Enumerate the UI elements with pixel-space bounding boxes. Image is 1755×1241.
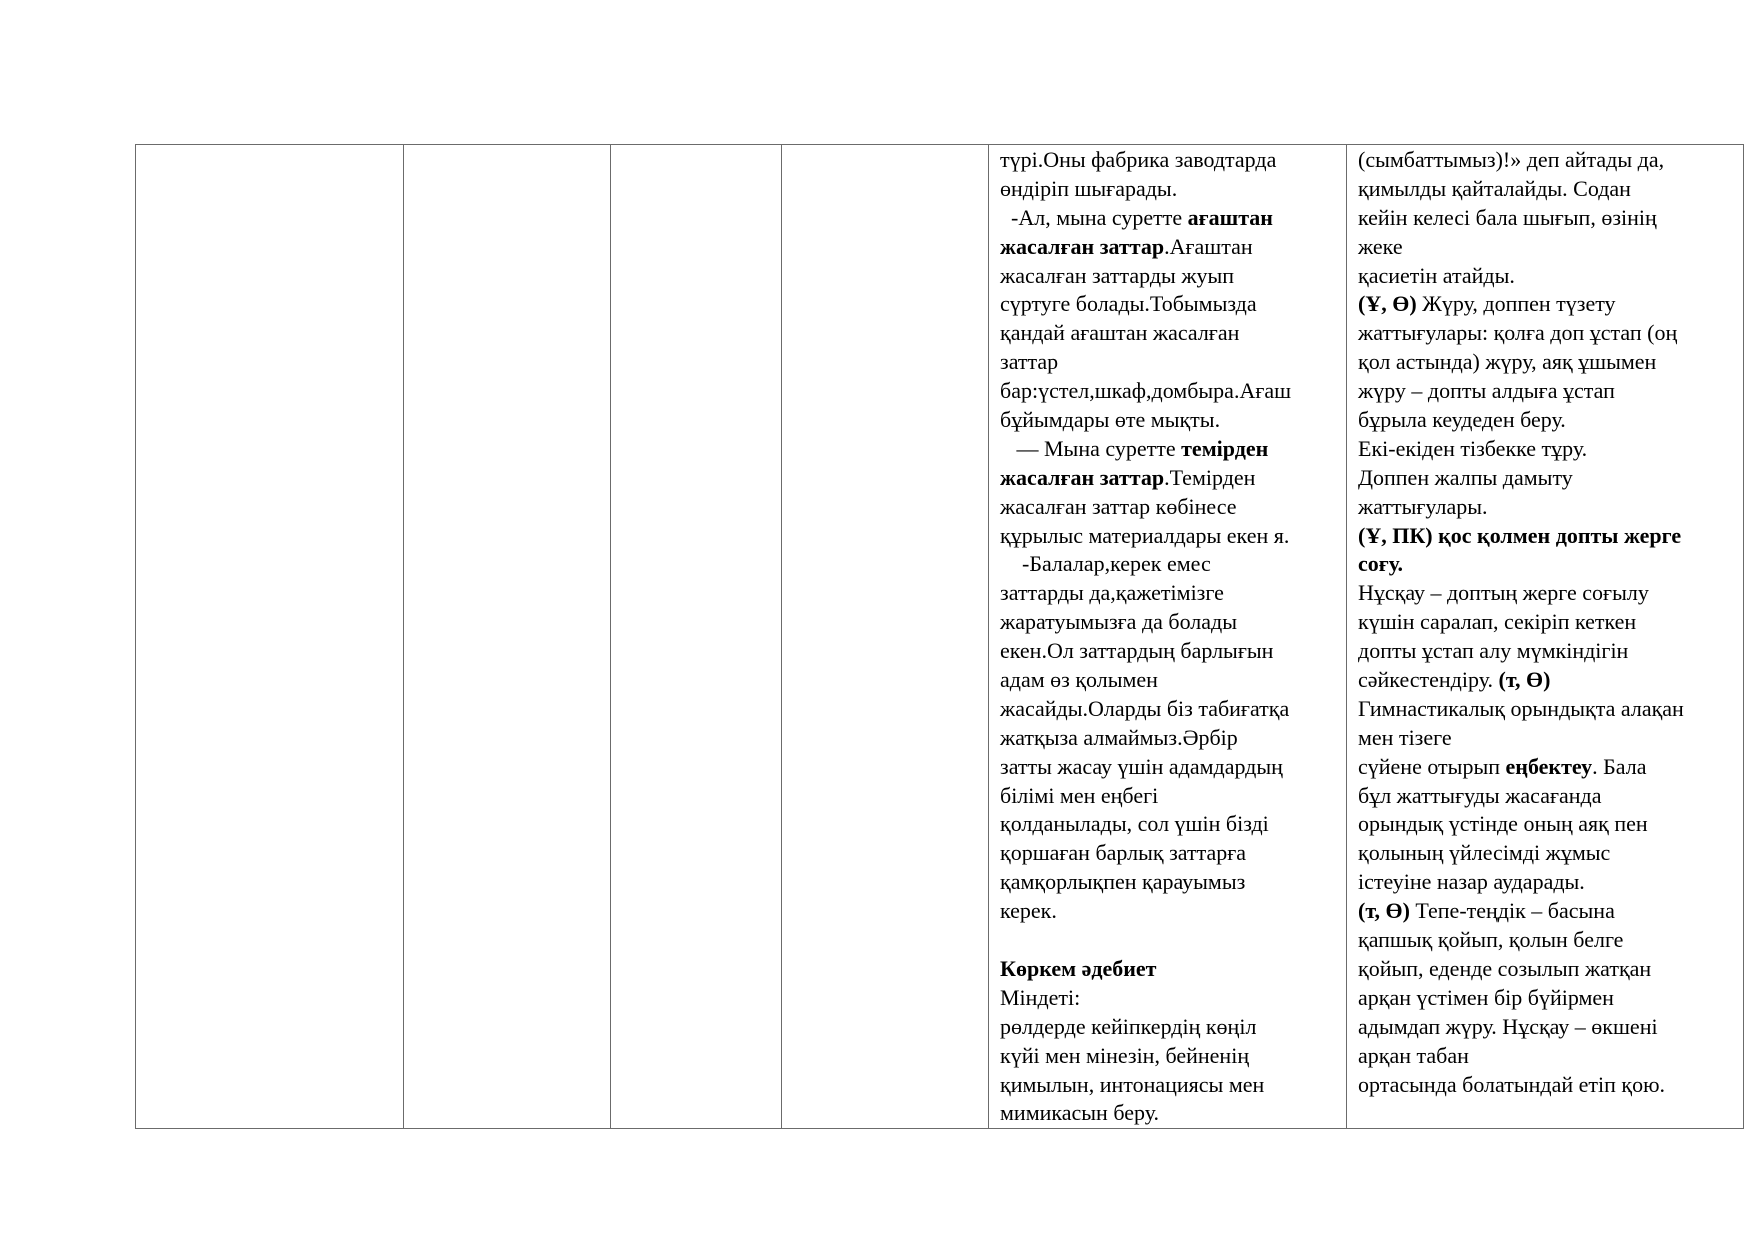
text-run: екен.Ол заттардың барлығын bbox=[1000, 638, 1274, 664]
cell-5-text bbox=[989, 145, 1346, 1128]
text-line bbox=[1358, 146, 1743, 175]
text-line bbox=[1358, 493, 1743, 522]
text-line bbox=[1000, 1071, 1346, 1100]
text-run: қамқорлықпен қарауымыз bbox=[1000, 869, 1246, 895]
text-line bbox=[1000, 753, 1346, 782]
text-line bbox=[1000, 290, 1346, 319]
text-run: бұл жаттығуды жасағанда bbox=[1358, 782, 1602, 808]
text-line bbox=[1000, 695, 1346, 724]
text-run: жаратуымызға да болады bbox=[1000, 609, 1238, 635]
text-run: допты ұстап алу мүмкіндігін bbox=[1358, 638, 1629, 664]
text-run: Тепе-теңдік – басына bbox=[1409, 898, 1615, 924]
text-run: жасалған заттар көбінесе bbox=[1000, 493, 1237, 519]
text-run: кейін келесі бала шығып, өзінің bbox=[1358, 204, 1657, 230]
text-line bbox=[1358, 262, 1743, 291]
text-run: орындық үстінде оның аяқ пен bbox=[1358, 811, 1648, 837]
bold-text-run: (Ұ, ПК) қос қолмен допты жерге bbox=[1358, 522, 1682, 548]
text-run: құрылыс материалдары екен я. bbox=[1000, 522, 1290, 548]
text-line bbox=[1358, 377, 1743, 406]
text-run: қол астында) жүру, аяқ ұшымен bbox=[1358, 349, 1657, 375]
text-line bbox=[1358, 233, 1743, 262]
text-line bbox=[1000, 493, 1346, 522]
text-run: жүру – допты алдыға ұстап bbox=[1358, 378, 1615, 404]
text-run: — Мына суретте bbox=[1000, 435, 1182, 461]
text-run: заттарды да,қажетімізге bbox=[1000, 580, 1224, 606]
text-run: мимикасын беру. bbox=[1000, 1100, 1160, 1126]
bold-text-run: жасалған заттар bbox=[1000, 233, 1165, 259]
text-line bbox=[1000, 406, 1346, 435]
text-line bbox=[1358, 406, 1743, 435]
text-run: бұйымдары өте мықты. bbox=[1000, 407, 1221, 433]
text-line bbox=[1000, 955, 1346, 984]
text-run: сүртуге болады.Тобымызда bbox=[1000, 291, 1257, 317]
text-line bbox=[1358, 175, 1743, 204]
text-run: (сымбаттымыз)!» деп айтады да, bbox=[1358, 147, 1665, 172]
text-run: арқан үстімен бір бүйірмен bbox=[1358, 984, 1614, 1010]
text-line bbox=[1358, 319, 1743, 348]
text-line bbox=[1000, 666, 1346, 695]
text-line bbox=[1000, 926, 1346, 955]
table-cell-1 bbox=[136, 145, 404, 1129]
text-run: жасайды.Оларды біз табиғатқа bbox=[1000, 695, 1290, 721]
text-line bbox=[1358, 1071, 1743, 1100]
text-line bbox=[1358, 550, 1743, 579]
text-line bbox=[1358, 839, 1743, 868]
text-line bbox=[1000, 262, 1346, 291]
table-cell-4 bbox=[782, 145, 989, 1129]
text-line bbox=[1000, 637, 1346, 666]
text-run: арқан табан bbox=[1358, 1042, 1469, 1068]
text-run: .Ағаштан bbox=[1164, 233, 1253, 259]
text-run: қимылды қайталайды. Содан bbox=[1358, 175, 1631, 201]
text-line bbox=[1358, 695, 1743, 724]
text-run: қасиетін атайды. bbox=[1358, 262, 1515, 288]
text-line bbox=[1000, 233, 1346, 262]
text-line bbox=[1358, 290, 1743, 319]
text-line bbox=[1358, 753, 1743, 782]
bold-text-run: ағаштан bbox=[1187, 204, 1273, 230]
text-line bbox=[1000, 464, 1346, 493]
text-line bbox=[1000, 146, 1346, 175]
text-run: өндіріп шығарады. bbox=[1000, 175, 1178, 201]
text-line bbox=[1358, 724, 1743, 753]
text-run: қоршаған барлық заттарға bbox=[1000, 840, 1247, 866]
text-run: Екі-екіден тізбекке тұру. bbox=[1358, 435, 1588, 461]
text-line bbox=[1358, 984, 1743, 1013]
text-line bbox=[1000, 897, 1346, 926]
text-line bbox=[1358, 955, 1743, 984]
text-line bbox=[1000, 377, 1346, 406]
text-run: қойып, еденде созылып жатқан bbox=[1358, 955, 1652, 981]
text-run: Нұсқау – доптың жерге соғылу bbox=[1358, 580, 1649, 606]
text-run: қапшық қойып, қолын белге bbox=[1358, 927, 1624, 953]
table-cell-3 bbox=[611, 145, 782, 1129]
cell-6-text bbox=[1347, 145, 1743, 1099]
bold-text-run: (т, Ө) bbox=[1358, 898, 1410, 924]
text-run: керек. bbox=[1000, 898, 1057, 924]
text-run: . Бала bbox=[1592, 753, 1647, 779]
text-run: жатқыза алмаймыз.Әрбір bbox=[1000, 724, 1238, 750]
text-run: заттар bbox=[1000, 349, 1059, 375]
text-line bbox=[1358, 608, 1743, 637]
text-line bbox=[1358, 579, 1743, 608]
text-line bbox=[1000, 1013, 1346, 1042]
text-line bbox=[1358, 926, 1743, 955]
text-line bbox=[1000, 522, 1346, 551]
text-run: -Балалар,керек емес bbox=[1000, 551, 1211, 577]
text-run: күшін саралап, секіріп кеткен bbox=[1358, 609, 1637, 635]
text-run: қимылын, интонациясы мен bbox=[1000, 1071, 1265, 1097]
text-line bbox=[1000, 608, 1346, 637]
text-run: адымдап жүру. Нұсқау – өкшені bbox=[1358, 1013, 1658, 1039]
bold-text-run: еңбектеу bbox=[1505, 753, 1593, 779]
text-line bbox=[1358, 204, 1743, 233]
text-line bbox=[1000, 984, 1346, 1013]
text-line bbox=[1000, 1099, 1346, 1128]
text-run: қолының үйлесімді жұмыс bbox=[1358, 840, 1611, 866]
text-run: қолданылады, сол үшін бізді bbox=[1000, 811, 1269, 837]
table-row bbox=[136, 145, 1744, 1129]
bold-text-run: (Ұ, Ө) bbox=[1358, 291, 1417, 317]
table-cell-2 bbox=[404, 145, 611, 1129]
text-line bbox=[1358, 348, 1743, 377]
text-run: .Темірден bbox=[1164, 464, 1256, 490]
text-line bbox=[1000, 435, 1346, 464]
text-line bbox=[1000, 782, 1346, 811]
text-run: жеке bbox=[1358, 233, 1403, 259]
text-run: істеуіне назар аударады. bbox=[1358, 869, 1585, 895]
bold-text-run: темірден bbox=[1181, 435, 1269, 461]
text-run: жасалған заттарды жуып bbox=[1000, 262, 1235, 288]
text-run: бар:үстел,шкаф,домбыра.Ағаш bbox=[1000, 378, 1292, 404]
table-cell-6 bbox=[1347, 145, 1744, 1129]
text-line bbox=[1000, 579, 1346, 608]
text-line bbox=[1358, 1042, 1743, 1071]
bold-text-run: соғу. bbox=[1358, 551, 1404, 577]
text-run: ортасында болатындай етіп қою. bbox=[1358, 1071, 1666, 1097]
text-line bbox=[1000, 724, 1346, 753]
text-run: білімі мен еңбегі bbox=[1000, 782, 1159, 808]
table-cell-5 bbox=[989, 145, 1347, 1129]
bold-text-run: жасалған заттар bbox=[1000, 464, 1165, 490]
text-line bbox=[1358, 522, 1743, 551]
text-run: сүйене отырып bbox=[1358, 753, 1506, 779]
text-line bbox=[1358, 810, 1743, 839]
text-line bbox=[1000, 319, 1346, 348]
text-line bbox=[1000, 1042, 1346, 1071]
text-run: түрі.Оны фабрика заводтарда bbox=[1000, 147, 1277, 172]
text-run: рөлдерде кейіпкердің көңіл bbox=[1000, 1013, 1257, 1039]
text-line bbox=[1358, 782, 1743, 811]
text-run: Гимнастикалық орындықта алақан bbox=[1358, 695, 1684, 721]
text-line bbox=[1358, 897, 1743, 926]
text-run: сәйкестендіру. bbox=[1358, 667, 1499, 693]
text-line bbox=[1000, 810, 1346, 839]
text-run: адам өз қолымен bbox=[1000, 667, 1158, 693]
text-line bbox=[1358, 637, 1743, 666]
text-line bbox=[1000, 204, 1346, 233]
text-line bbox=[1000, 550, 1346, 579]
text-line bbox=[1000, 175, 1346, 204]
text-run: қандай ағаштан жасалған bbox=[1000, 320, 1240, 346]
text-line bbox=[1000, 839, 1346, 868]
lesson-plan-table bbox=[135, 144, 1744, 1129]
text-run: -Ал, мына суретте bbox=[1000, 204, 1188, 230]
text-run: Міндеті: bbox=[1000, 984, 1081, 1010]
text-run: Жүру, доппен түзету bbox=[1416, 291, 1616, 317]
text-run: жаттығулары. bbox=[1358, 493, 1488, 519]
text-run: бұрыла кеудеден беру. bbox=[1358, 407, 1566, 433]
text-line bbox=[1358, 1013, 1743, 1042]
text-run: затты жасау үшін адамдардың bbox=[1000, 753, 1283, 779]
text-line bbox=[1000, 348, 1346, 377]
text-line bbox=[1000, 868, 1346, 897]
text-line bbox=[1358, 868, 1743, 897]
text-line bbox=[1358, 435, 1743, 464]
text-run: Доппен жалпы дамыту bbox=[1358, 464, 1573, 490]
text-run: күйі мен мінезін, бейненің bbox=[1000, 1042, 1250, 1068]
text-line bbox=[1358, 464, 1743, 493]
text-run: жаттығулары: қолға доп ұстап (оң bbox=[1358, 320, 1678, 346]
bold-text-run: Көркем әдебиет bbox=[1000, 955, 1157, 981]
text-line bbox=[1358, 666, 1743, 695]
bold-text-run: (т, Ө) bbox=[1498, 667, 1551, 693]
text-run: мен тізеге bbox=[1358, 724, 1452, 750]
